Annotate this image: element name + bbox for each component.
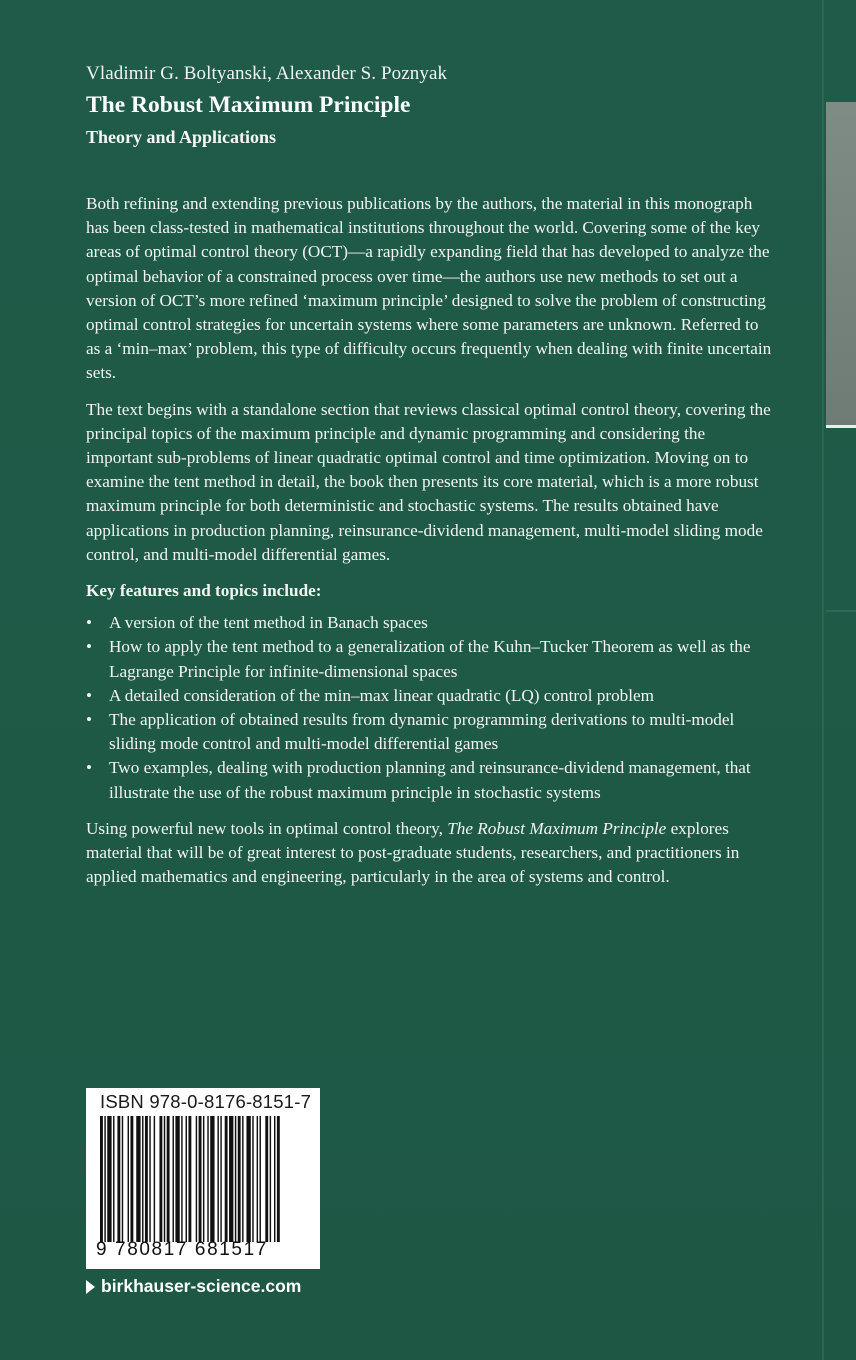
publisher-website[interactable] bbox=[86, 1276, 301, 1297]
barcode-bar bbox=[265, 1116, 268, 1242]
barcode-bar bbox=[260, 1116, 261, 1242]
barcode-bar bbox=[175, 1116, 179, 1242]
barcode-bar bbox=[229, 1116, 233, 1242]
barcode-bar bbox=[142, 1116, 143, 1242]
feature-text: A detailed consideration of the min–max linear quadratic (LQ) control problem bbox=[109, 685, 655, 705]
bullet-icon: • bbox=[86, 710, 93, 730]
closing-suffix: explores material that will be of great interest to post-graduate students, researchers, and practitioners in applied mathematics and engineering, particularly in the area of systems and control. bbox=[86, 818, 740, 887]
list-item bbox=[86, 708, 776, 756]
barcode-bar bbox=[196, 1116, 197, 1242]
closing-prefix: Using powerful new tools in optimal control theory, bbox=[86, 818, 448, 838]
barcode-bar bbox=[100, 1116, 103, 1242]
list-item bbox=[86, 635, 776, 683]
barcode-bar bbox=[225, 1116, 228, 1242]
barcode-bar bbox=[122, 1116, 123, 1242]
barcode-bar bbox=[104, 1116, 105, 1242]
barcode-bar bbox=[257, 1116, 258, 1242]
barcode-icon bbox=[100, 1116, 306, 1242]
description-paragraph-1: Both refining and extending previous publications by the authors, the material in this monograph has been class-tested in mathematical institutions throughout the world. Covering some of the key areas of optimal control theory (OCT)—a rapidly expanding field that has developed to analyze the optimal behavior of a constrained process over time—the authors use new methods to set out a version of OCT’s more refined ‘maximum principle’ designed to solve the problem of constructing optimal control strategies for uncertain systems where some parameters are unknown. Referred to as a ‘min–max’ problem, this type of difficulty occurs frequently when dealing with finite uncertain sets. bbox=[86, 194, 772, 383]
description-paragraph-2: The text begins with a standalone section that reviews classical optimal control theory, covering the principal topics of the maximum principle and dynamic programming and considering the important sub-problems of linear quadratic optimal control and time optimization. Moving on to examine the tent method in detail, the book then presents its core material, which is a more robust maximum principle for both deterministic and stochastic systems. The results obtained have applications in production planning, reinsurance-dividend management, multi-model sliding mode control, and multi-model differential games. bbox=[86, 399, 771, 564]
barcode-bar bbox=[130, 1116, 133, 1242]
feature-text: Two examples, dealing with production planning and reinsurance-dividend management, that illustrate the use of the robust maximum principle in stochastic systems bbox=[109, 758, 751, 802]
barcode-bar bbox=[117, 1116, 120, 1242]
bullet-icon: • bbox=[86, 758, 93, 778]
barcode-bar bbox=[246, 1116, 250, 1242]
barcode-bar bbox=[210, 1116, 214, 1242]
barcode-bar bbox=[199, 1116, 202, 1242]
barcode-bar bbox=[270, 1116, 271, 1242]
barcode-bar bbox=[220, 1116, 221, 1242]
barcode-bar bbox=[217, 1116, 218, 1242]
spine-divider-lower bbox=[826, 610, 856, 612]
list-item bbox=[86, 756, 776, 804]
barcode-bar bbox=[277, 1116, 280, 1242]
barcode-bar bbox=[154, 1116, 155, 1242]
feature-text: The application of obtained results from dynamic programming derivations to multi-model sliding mode control and multi-model differential games bbox=[109, 710, 735, 754]
barcode-bar bbox=[145, 1116, 148, 1242]
website-text: birkhauser-science.com bbox=[101, 1276, 302, 1296]
features-list bbox=[86, 611, 776, 805]
barcode-bar bbox=[252, 1116, 253, 1242]
closing-italic-title: The Robust Maximum Principle bbox=[447, 818, 667, 838]
spine-grey-band bbox=[826, 102, 856, 426]
barcode-bar bbox=[188, 1116, 191, 1242]
barcode-bar bbox=[235, 1116, 236, 1242]
feature-text: A version of the tent method in Banach spaces bbox=[109, 613, 428, 633]
barcode-bar bbox=[128, 1116, 129, 1242]
bullet-icon: • bbox=[86, 637, 93, 657]
key-features-heading: Key features and topics include: bbox=[86, 581, 322, 601]
barcode-bar bbox=[207, 1116, 208, 1242]
barcode-bar bbox=[159, 1116, 162, 1242]
barcode-bar bbox=[113, 1116, 114, 1242]
barcode-bar bbox=[181, 1116, 182, 1242]
barcode-bar bbox=[136, 1116, 140, 1242]
barcode-bar bbox=[149, 1116, 150, 1242]
barcode-bar bbox=[203, 1116, 204, 1242]
barcode-digits: 9 780817 681517 bbox=[96, 1239, 268, 1260]
authors: Vladimir G. Boltyanski, Alexander S. Poznyak bbox=[86, 63, 448, 84]
barcode-bar bbox=[238, 1116, 241, 1242]
barcode-bar bbox=[164, 1116, 165, 1242]
closing-paragraph bbox=[86, 817, 776, 890]
feature-text: How to apply the tent method to a generalization of the Kuhn–Tucker Theorem as well as the Lagrange Principle for infinite-dimensional spaces bbox=[109, 637, 751, 681]
spine-edge bbox=[822, 0, 824, 1360]
barcode-bar bbox=[274, 1116, 275, 1242]
book-title: The Robust Maximum Principle bbox=[86, 92, 411, 118]
barcode-label bbox=[86, 1088, 320, 1269]
list-item bbox=[86, 611, 776, 635]
description bbox=[86, 192, 776, 901]
barcode-bar bbox=[242, 1116, 243, 1242]
book-subtitle: Theory and Applications bbox=[86, 127, 277, 147]
spine-divider bbox=[826, 425, 856, 428]
bullet-icon: • bbox=[86, 685, 93, 705]
barcode-bar bbox=[186, 1116, 187, 1242]
list-item bbox=[86, 684, 776, 708]
barcode-bar bbox=[167, 1116, 170, 1242]
barcode-bar bbox=[107, 1116, 111, 1242]
play-arrow-icon bbox=[86, 1280, 95, 1294]
bullet-icon: • bbox=[86, 613, 93, 633]
isbn-text: ISBN 978-0-8176-8151-7 bbox=[100, 1091, 312, 1112]
barcode-bar bbox=[173, 1116, 174, 1242]
